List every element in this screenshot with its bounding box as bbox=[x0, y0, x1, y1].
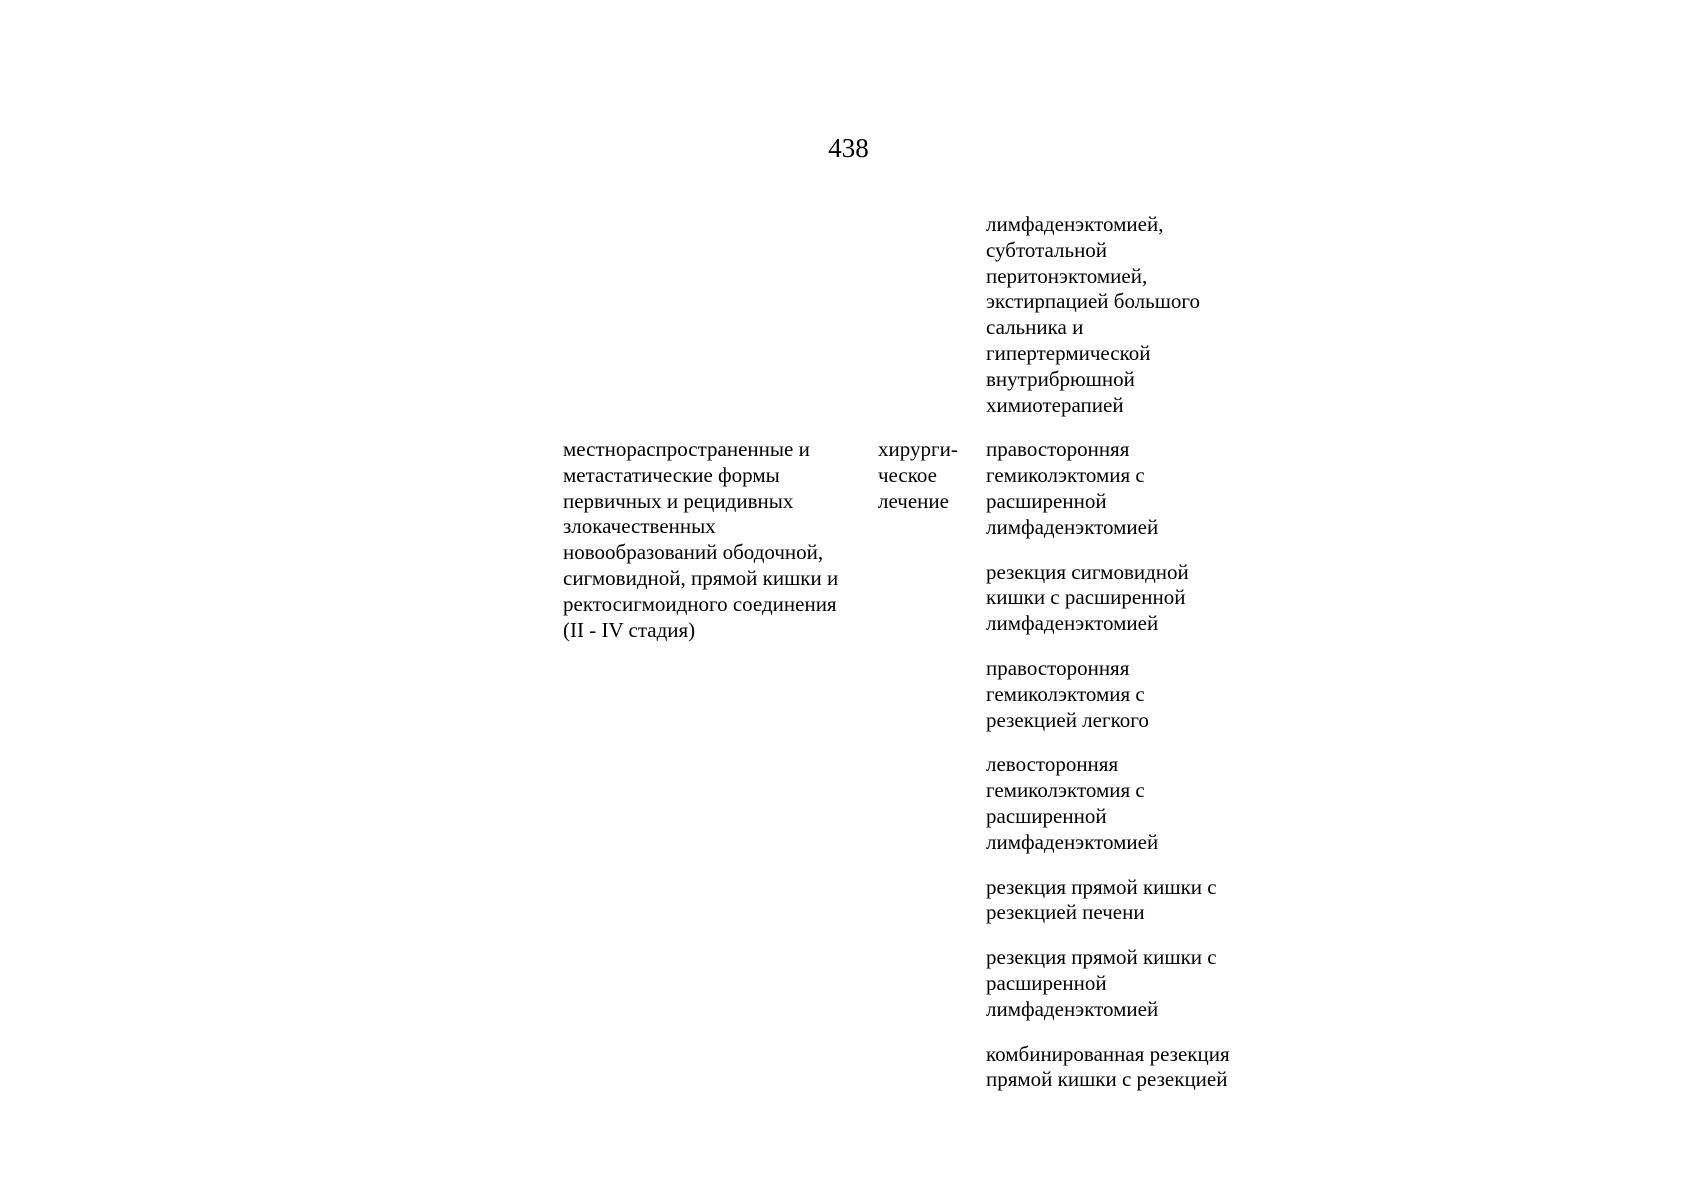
method-line: гемиколэктомия с bbox=[986, 778, 1145, 803]
page-number: 438 bbox=[828, 133, 869, 163]
method-line: сальника и bbox=[986, 315, 1084, 340]
method-paragraph bbox=[986, 656, 1286, 733]
method-line: комбинированная резекция bbox=[986, 1041, 1230, 1066]
method-line: лимфаденэктомией bbox=[986, 829, 1159, 854]
method-paragraph bbox=[986, 560, 1286, 637]
diagnosis-line: новообразований ободочной, bbox=[563, 540, 824, 565]
method-line: резекция прямой кишки с bbox=[986, 945, 1217, 970]
methods-column bbox=[986, 212, 1286, 1112]
method-line: правосторонняя bbox=[986, 655, 1130, 680]
treatment-type-line: лечение bbox=[878, 488, 949, 513]
method-paragraph bbox=[986, 875, 1286, 927]
method-paragraph bbox=[986, 752, 1286, 855]
method-line: кишки с расширенной bbox=[986, 585, 1186, 610]
diagnosis-cell bbox=[563, 437, 863, 643]
diagnosis-line: первичных и рецидивных bbox=[563, 488, 794, 513]
method-line: экстирпацией большого bbox=[986, 289, 1200, 314]
method-line: левосторонняя bbox=[986, 752, 1119, 777]
method-line: лимфаденэктомией bbox=[986, 996, 1159, 1021]
method-line: прямой кишки с резекцией bbox=[986, 1067, 1228, 1092]
method-line: гипертермической bbox=[986, 340, 1151, 365]
method-line: субтотальной bbox=[986, 237, 1108, 262]
method-line: химиотерапией bbox=[986, 392, 1124, 417]
diagnosis-line: сигмовидной, прямой кишки и bbox=[563, 565, 839, 590]
diagnosis-line: местнораспространенные и bbox=[563, 437, 810, 461]
diagnosis-line: злокачественных bbox=[563, 514, 716, 539]
method-line: гемиколэктомия с bbox=[986, 463, 1145, 488]
diagnosis-line: метастатические формы bbox=[563, 462, 780, 487]
method-line: гемиколэктомия с bbox=[986, 681, 1145, 706]
treatment-type-cell bbox=[878, 437, 978, 514]
method-line: лимфаденэктомией, bbox=[986, 212, 1164, 236]
diagnosis-line: ректосигмоидного соединения bbox=[563, 591, 837, 616]
continuation-paragraph bbox=[986, 212, 1286, 418]
method-line: лимфаденэктомией bbox=[986, 514, 1159, 539]
method-line: резекцией печени bbox=[986, 900, 1145, 925]
method-line: расширенной bbox=[986, 488, 1107, 513]
method-line: правосторонняя bbox=[986, 437, 1130, 462]
treatment-type-line: хирурги- bbox=[878, 437, 958, 461]
method-line: резекцией легкого bbox=[986, 707, 1149, 732]
method-paragraph bbox=[986, 1042, 1286, 1094]
method-line: расширенной bbox=[986, 803, 1107, 828]
method-line: лимфаденэктомией bbox=[986, 611, 1159, 636]
treatment-type-line: ческое bbox=[878, 462, 937, 487]
method-line: расширенной bbox=[986, 970, 1107, 995]
method-line: резекция сигмовидной bbox=[986, 559, 1189, 584]
method-line: резекция прямой кишки с bbox=[986, 874, 1217, 899]
method-paragraph bbox=[986, 945, 1286, 1022]
method-paragraph bbox=[986, 437, 1286, 540]
method-line: перитонэктомией, bbox=[986, 263, 1148, 288]
diagnosis-line: (II - IV стадия) bbox=[563, 617, 696, 642]
method-line: внутрибрюшной bbox=[986, 366, 1135, 391]
